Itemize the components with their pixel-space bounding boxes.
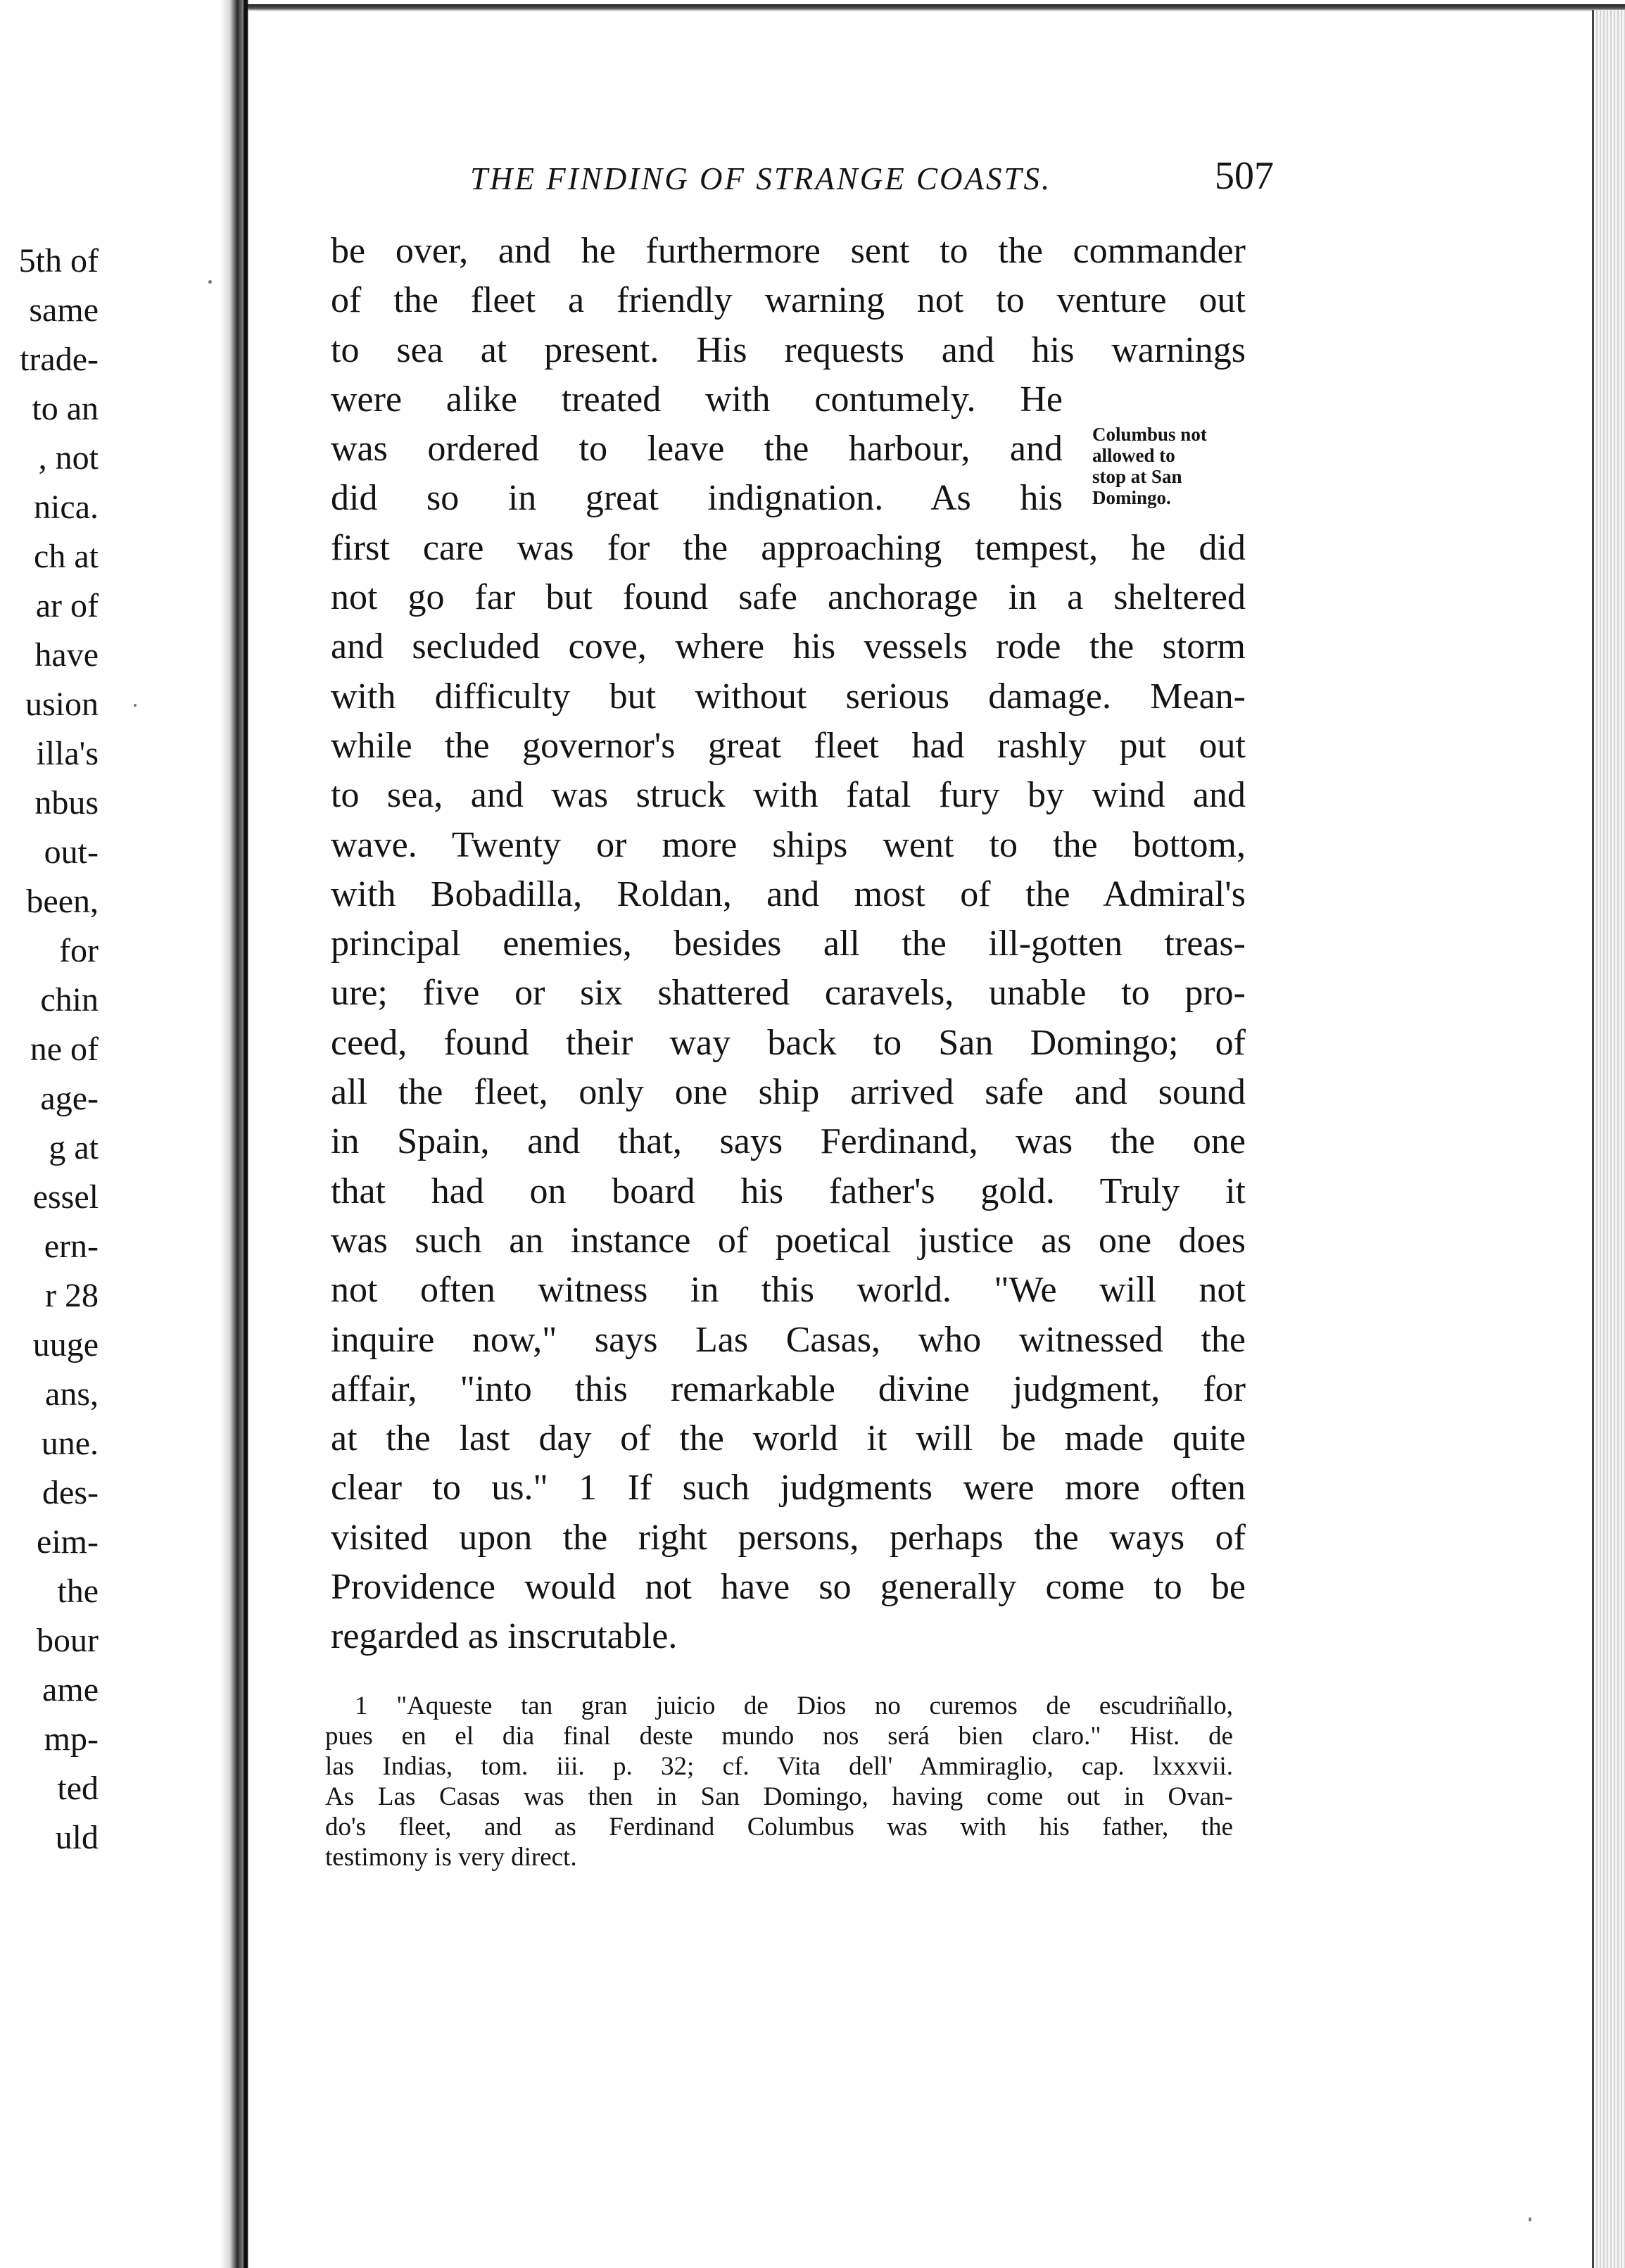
body-line: with Bobadilla, Roldan, and most of the Admiral's bbox=[331, 874, 1246, 914]
margin-note bbox=[1092, 424, 1261, 508]
left-page-line: , not bbox=[38, 439, 99, 477]
body-line: regarded as inscrutable. bbox=[331, 1616, 678, 1657]
scan-speck bbox=[208, 280, 212, 284]
margin-note-line: Columbus not bbox=[1092, 424, 1207, 445]
body-line: was such an instance of poetical justice as one does bbox=[331, 1220, 1246, 1261]
footnote bbox=[325, 1691, 1233, 1872]
body-line: to sea at present. His requests and his warnings bbox=[331, 329, 1246, 370]
body-line: of the fleet a friendly warning not to venture out bbox=[331, 280, 1246, 321]
footnote-line: 1 "Aqueste tan gran juicio de Dios no curemos de escudriñallo, bbox=[355, 1691, 1233, 1720]
left-page-line: been, bbox=[26, 883, 99, 920]
left-page-line: uld bbox=[55, 1819, 99, 1856]
body-line: were alike treated with contumely. He bbox=[331, 379, 1063, 420]
body-line: to sea, and was struck with fatal fury by wind and bbox=[331, 775, 1246, 816]
body-line: all the fleet, only one ship arrived safe and sound bbox=[331, 1072, 1246, 1113]
footnote-line: pues en el dia final deste mundo nos será bien claro." Hist. de bbox=[325, 1722, 1233, 1751]
left-page-line: uuge bbox=[32, 1326, 99, 1363]
page-header bbox=[470, 153, 1272, 203]
running-head: THE FINDING OF STRANGE COASTS. bbox=[470, 161, 1052, 196]
body-line: Providence would not have so generally come to be bbox=[331, 1567, 1246, 1608]
body-line: affair, "into this remarkable divine judgment, for bbox=[331, 1368, 1246, 1409]
page-stack-edge bbox=[1592, 10, 1625, 2268]
left-page-line: out- bbox=[44, 833, 99, 871]
left-page-fragment bbox=[0, 243, 99, 1932]
body-line: principal enemies, besides all the ill-gotten treas- bbox=[331, 924, 1246, 964]
body-line: did so in great indignation. As his bbox=[331, 478, 1063, 519]
margin-note-line: allowed to bbox=[1092, 445, 1175, 466]
left-page-line: chin bbox=[40, 981, 99, 1019]
left-page-line: nica. bbox=[34, 489, 99, 526]
left-page-line: age- bbox=[40, 1080, 99, 1117]
left-page-line: 5th of bbox=[18, 242, 99, 279]
body-line: with difficulty but without serious damage. Mean- bbox=[331, 676, 1246, 717]
left-page-line: essel bbox=[32, 1178, 99, 1216]
body-line: visited upon the right persons, perhaps the ways of bbox=[331, 1517, 1246, 1558]
left-page-line: ch at bbox=[34, 538, 99, 575]
left-page-line: r 28 bbox=[45, 1277, 99, 1314]
left-page-line: ern- bbox=[44, 1228, 99, 1265]
body-line: at the last day of the world it will be made quite bbox=[331, 1418, 1246, 1459]
left-page-line: to an bbox=[32, 390, 99, 427]
left-page-line: same bbox=[29, 291, 99, 329]
left-page-line: nbus bbox=[34, 784, 99, 821]
footnote-line: do's fleet, and as Ferdinand Columbus was with his father, the bbox=[325, 1813, 1233, 1841]
left-page-line: une. bbox=[41, 1425, 99, 1462]
body-line: ure; five or six shattered caravels, unable to pro- bbox=[331, 973, 1246, 1014]
left-page-line: bour bbox=[37, 1622, 99, 1659]
left-page-line: usion bbox=[25, 686, 99, 723]
left-page-line: illa's bbox=[36, 735, 99, 772]
left-page-line: ame bbox=[42, 1671, 99, 1708]
body-line: first care was for the approaching tempest, he did bbox=[331, 527, 1246, 568]
footnote-line: As Las Casas was then in San Domingo, having come out in Ovan- bbox=[325, 1782, 1233, 1811]
body-line: inquire now," says Las Casas, who witnessed the bbox=[331, 1319, 1246, 1360]
footnote-line: las Indias, tom. iii. p. 32; cf. Vita dell' Ammiraglio, cap. lxxxvii. bbox=[325, 1752, 1233, 1781]
left-page-line: ar of bbox=[35, 587, 99, 624]
left-page-line: mp- bbox=[44, 1720, 99, 1758]
left-page-line: g at bbox=[49, 1129, 99, 1166]
body-line: ceed, found their way back to San Domingo; of bbox=[331, 1022, 1246, 1063]
scan-speck bbox=[134, 704, 137, 707]
margin-note-line: Domingo. bbox=[1092, 487, 1171, 508]
body-line: wave. Twenty or more ships went to the bottom, bbox=[331, 824, 1246, 865]
page-top-edge bbox=[248, 4, 1625, 11]
left-page-line: ans, bbox=[45, 1375, 99, 1413]
body-line: and secluded cove, where his vessels rode the storm bbox=[331, 626, 1246, 667]
left-page-line: des- bbox=[42, 1474, 99, 1511]
body-line: not go far but found safe anchorage in a sheltered bbox=[331, 577, 1246, 618]
left-page-line: trade- bbox=[20, 341, 99, 378]
left-page-line: the bbox=[57, 1573, 99, 1610]
footnote-line: testimony is very direct. bbox=[325, 1843, 577, 1872]
page-number: 507 bbox=[1215, 154, 1274, 198]
left-page-line: ne of bbox=[30, 1031, 99, 1068]
left-page-line: have bbox=[34, 636, 99, 674]
scan-speck bbox=[1529, 2217, 1531, 2222]
gutter-edge bbox=[244, 0, 248, 2268]
left-page-line: for bbox=[59, 932, 99, 969]
body-line: in Spain, and that, says Ferdinand, was the one bbox=[331, 1121, 1246, 1162]
body-line: was ordered to leave the harbour, and bbox=[331, 429, 1063, 470]
margin-note-line: stop at San bbox=[1092, 466, 1182, 487]
body-line: not often witness in this world. "We will not bbox=[331, 1270, 1246, 1311]
body-line: clear to us." 1 If such judgments were more often bbox=[331, 1468, 1246, 1508]
body-line: that had on board his father's gold. Truly it bbox=[331, 1171, 1246, 1211]
left-page-line: ted bbox=[57, 1770, 99, 1807]
left-page-line: eim- bbox=[37, 1523, 99, 1561]
body-line: while the governor's great fleet had rashly put out bbox=[331, 725, 1246, 766]
body-line: be over, and he furthermore sent to the commander bbox=[331, 231, 1246, 271]
